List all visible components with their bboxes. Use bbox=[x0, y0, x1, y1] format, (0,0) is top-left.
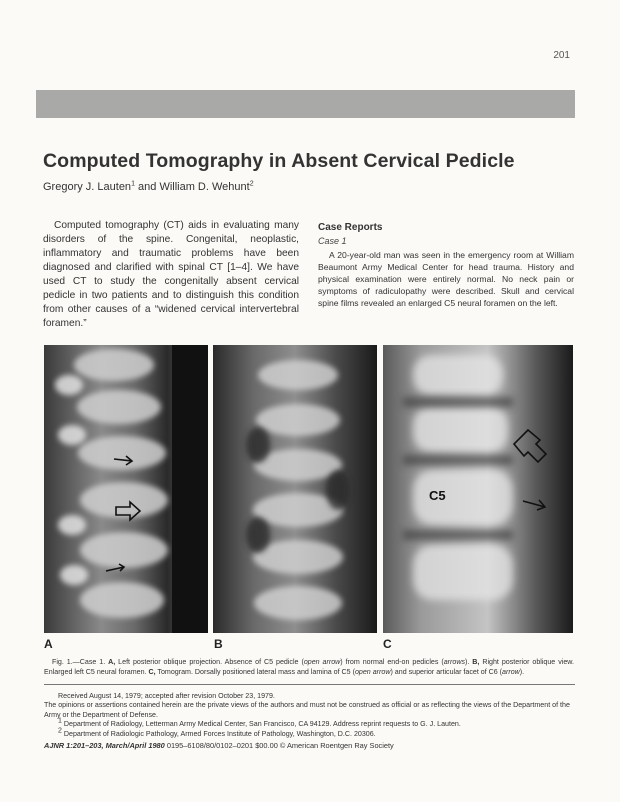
footnote-2 bbox=[58, 727, 573, 739]
footnote-1-text: Department of Radiology, Letterman Army Medical Center, San Francisco, CA 94129. Address reprint requests to G. J. Lauten. bbox=[61, 720, 461, 729]
caption-open-arrow-1: open arrow bbox=[303, 658, 341, 666]
header-band bbox=[36, 90, 575, 118]
case-1-text: A 20-year-old man was seen in the emergency room at William Beaumont Army Medical Center for head trauma. History and physical examination were entirely normal. No neck pain or symptoms of radiculopathy were described. Skull and cervical spine films revealed an enlarged C5 neural foramen on the left. bbox=[318, 250, 574, 308]
figure-caption bbox=[44, 658, 574, 677]
caption-a-label: A, bbox=[108, 658, 116, 666]
journal-citation-ref: AJNR 1:201–203, March/April 1980 bbox=[44, 741, 165, 750]
author-conjunction: and bbox=[134, 181, 160, 193]
author-2-affiliation-mark: 2 bbox=[249, 180, 254, 188]
caption-open-arrow-2: open arrow bbox=[354, 667, 391, 676]
footnotes bbox=[44, 692, 573, 739]
case-reports-heading: Case Reports bbox=[318, 222, 383, 233]
footnote-2-mark: 2 bbox=[58, 727, 62, 735]
caption-b-label: B, bbox=[472, 658, 480, 666]
panel-label-b: B bbox=[214, 637, 223, 651]
xray-panel-b bbox=[213, 345, 377, 633]
journal-citation-details: 0195–6108/80/0102–0201 $00.00 © American Roentgen Ray Society bbox=[164, 741, 394, 750]
received-line: Received August 14, 1979; accepted after revision October 23, 1979. bbox=[58, 692, 275, 700]
author-line bbox=[43, 181, 254, 193]
xray-c-image bbox=[383, 345, 573, 633]
footnote-divider bbox=[44, 684, 575, 685]
panel-label-c: C bbox=[383, 637, 392, 651]
caption-a-text: Left posterior oblique projection. Absence of C5 pedicle ( bbox=[115, 658, 304, 666]
journal-citation bbox=[44, 741, 394, 750]
disclaimer: The opinions or assertions contained herein are the private views of the authors and must not be construed as official or as reflecting the views of the Department of the Army or the Department of Defense. bbox=[44, 701, 570, 719]
page-number: 201 bbox=[553, 50, 570, 61]
caption-c-text3: ). bbox=[519, 667, 525, 676]
article-title: Computed Tomography in Absent Cervical Pedicle bbox=[43, 150, 515, 172]
caption-c-text2: ) and superior articular facet of C6 ( bbox=[390, 667, 503, 676]
xray-a-image bbox=[44, 345, 208, 633]
caption-a-text3: ). bbox=[465, 658, 473, 666]
caption-c-text: Tomogram. Dorsally positioned lateral mass and lamina of C5 ( bbox=[155, 667, 355, 676]
footnote-1 bbox=[58, 717, 573, 729]
case-1-label: Case 1 bbox=[318, 236, 347, 246]
xray-panel-a bbox=[44, 345, 208, 633]
caption-fig: Fig. 1.—Case 1. bbox=[52, 658, 109, 666]
caption-a-text2: ) from normal end-on pedicles ( bbox=[340, 658, 444, 666]
xray-b-image bbox=[213, 345, 377, 633]
caption-c-label: C, bbox=[148, 667, 156, 676]
caption-arrows: arrows bbox=[443, 658, 466, 666]
panel-label-a: A bbox=[44, 637, 53, 651]
author-1-affiliation-mark: 1 bbox=[131, 180, 135, 188]
xray-panel-c bbox=[383, 345, 573, 633]
footnote-1-mark: 1 bbox=[58, 717, 62, 725]
author-2: William D. Wehunt bbox=[159, 181, 250, 193]
caption-arrow: arrow bbox=[502, 667, 520, 676]
caption-b-text: Right posterior oblique view. Enlarged left C5 neural foramen. bbox=[44, 658, 574, 676]
footnote-2-text: Department of Radiologic Pathology, Armed Forces Institute of Pathology, Washington, D.C. 20306. bbox=[61, 729, 376, 738]
author-1: Gregory J. Lauten bbox=[43, 181, 132, 193]
abstract: Computed tomography (CT) aids in evaluating many disorders of the spine. Congenital, neoplastic, inflammatory and traumatic problems have been diagnosed and clarified with spinal CT [1–4]. We have used CT to study the congenitally absent cervical pedicle in two patients and to distinguish this condition from other causes of a “widened cervical intervertebral foramen.” bbox=[43, 220, 299, 329]
c5-label: C5 bbox=[429, 488, 446, 503]
